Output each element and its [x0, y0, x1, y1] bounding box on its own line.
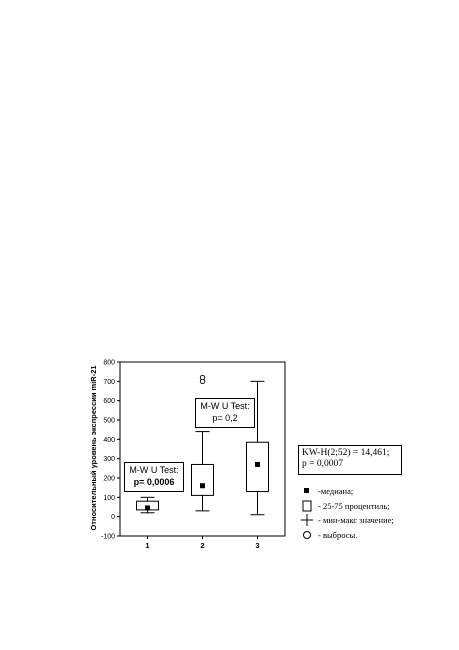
y-tick-label: 400 — [103, 436, 115, 444]
kruskal-wallis-box — [298, 445, 402, 475]
y-tick-label: 200 — [103, 475, 115, 483]
boxes — [137, 375, 269, 514]
y-tick-label: 0 — [111, 514, 115, 522]
annotation-2-line1: M-W U Test: — [200, 401, 250, 411]
annotation-1-line2: p= 0,0006 — [133, 477, 175, 487]
y-axis-label: Относительный уровень экспрессии miR-21 — [89, 365, 98, 531]
filled-square-icon — [300, 485, 314, 497]
mw-test-annotation-2 — [195, 398, 255, 428]
iqr-box — [192, 464, 214, 495]
annotation-1-line1: M-W U Test: — [129, 465, 179, 475]
y-tick-label: 600 — [103, 398, 115, 406]
y-tick-label: 700 — [103, 378, 115, 386]
y-tick-label: -100 — [100, 533, 115, 541]
box-icon — [300, 500, 314, 512]
kw-line1: KW-H(2;52) = 14,461; — [302, 448, 390, 458]
annotation-2-line2: p= 0,2 — [212, 413, 238, 423]
y-tick-label: 300 — [103, 456, 115, 464]
y-tick-labels — [101, 360, 115, 541]
legend-label-whisker: - мин-макс значение; — [318, 515, 394, 525]
legend — [300, 485, 440, 545]
legend-label-outlier: - выбросы. — [318, 530, 358, 540]
y-tick-label: 500 — [103, 417, 115, 425]
x-tick-label: 2 — [200, 541, 205, 550]
box-group-2 — [192, 375, 214, 511]
median-marker — [200, 483, 205, 488]
kw-line2: p = 0,0007 — [302, 459, 343, 469]
legend-label-box: - 25-75 процентиль; — [318, 501, 390, 511]
circle-icon — [300, 529, 314, 541]
median-marker — [145, 505, 150, 510]
x-tick-label: 3 — [255, 541, 260, 550]
box-group-1 — [137, 497, 159, 512]
outlier-point — [200, 375, 204, 379]
x-tick-label: 1 — [145, 541, 150, 550]
y-tick-label: 100 — [103, 494, 115, 502]
legend-label-median: -медиана; — [318, 486, 354, 496]
mw-test-annotation-1 — [124, 462, 184, 492]
whisker-icon — [300, 514, 314, 526]
median-marker — [255, 462, 260, 467]
y-tick-label: 800 — [103, 359, 115, 367]
x-tick-labels — [145, 541, 259, 550]
